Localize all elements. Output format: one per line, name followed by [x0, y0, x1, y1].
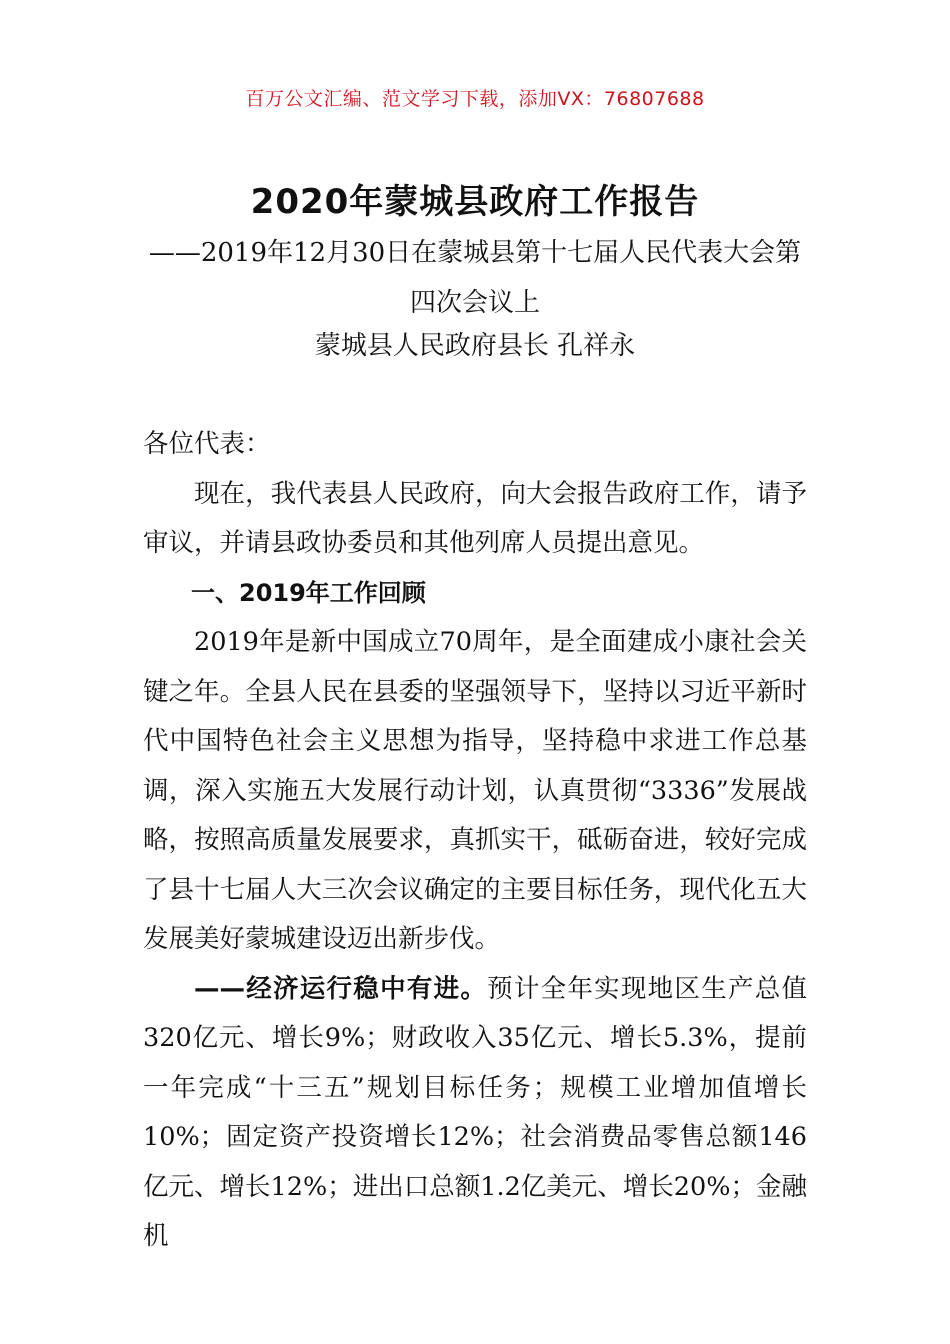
report-subtitle: ——2019年12月30日在蒙城县第十七届人民代表大会第四次会议上 — [148, 238, 802, 318]
economy-lead: ——经济运行稳中有进。 — [194, 973, 488, 1004]
report-author: 蒙城县人民政府县长 孔祥永 — [314, 331, 636, 361]
intro-paragraph: 现在，我代表县人民政府，向大会报告政府工作，请予审议，并请县政协委员和其他列席人员提出意见。 — [143, 478, 807, 558]
watermark-banner: 百万公文汇编、范文学习下载，添加VX：76807688 — [245, 88, 705, 110]
section-heading: 一、2019年工作回顾 — [191, 578, 426, 607]
report-body — [143, 420, 807, 1262]
economy-paragraph — [143, 965, 807, 1262]
report-title: 2020年蒙城县政府工作报告 — [250, 182, 700, 222]
economy-text: 预计全年实现地区生产总值320亿元、增长9%；财政收入35亿元、增长5.3%，提前一年完成“十三五”规划目标任务；规模工业增加值增长10%；固定资产投资增长12%；社会消费品零售总额146亿元、增长12%；进出口总额1.2亿美元、增长20%；金融机 — [143, 973, 807, 1251]
salutation: 各位代表： — [143, 429, 271, 459]
review-paragraph: 2019年是新中国成立70周年，是全面建成小康社会关键之年。全县人民在县委的坚强领导下，坚持以习近平新时代中国特色社会主义思想为指导，坚持稳中求进工作总基调，深入实施五大发展行动计划，认真贯彻“3336”发展战略，按照高质量发展要求，真抓实干，砥砺奋进，较好完成了县十七届人大三次会议确定的主要目标任务，现代化五大发展美好蒙城建设迈出新步伐。 — [143, 627, 807, 954]
